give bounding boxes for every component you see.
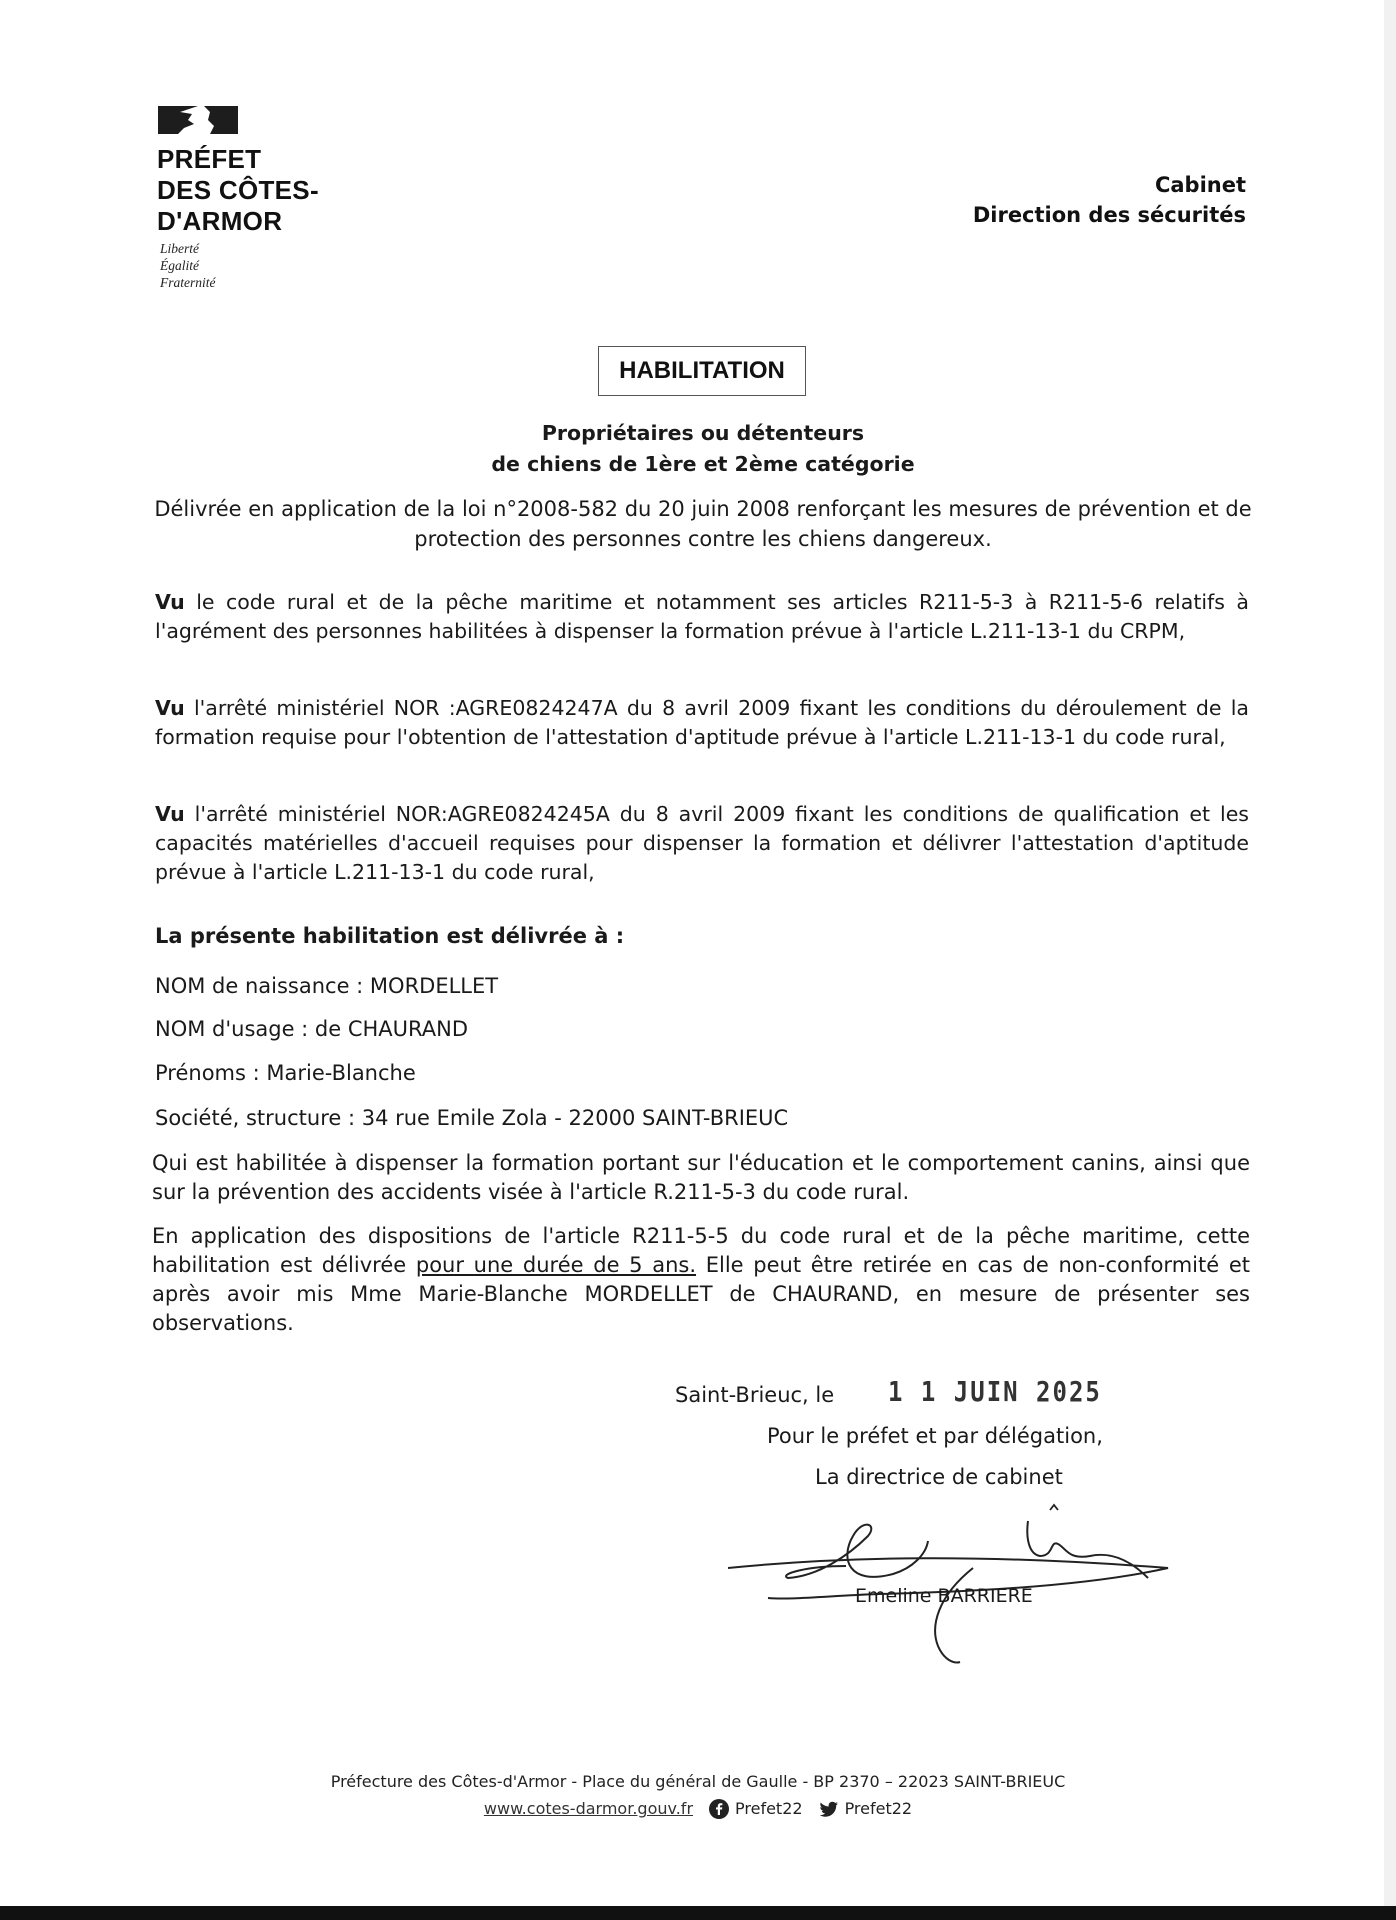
handwritten-signature (728, 1496, 1178, 1666)
vu-lead: Vu (155, 696, 185, 720)
date-stamp: 1 1 JUIN 2025 (888, 1375, 1102, 1409)
signature-place: Saint-Brieuc, le (675, 1383, 835, 1407)
service-header (973, 170, 1246, 230)
intro-text: Délivrée en application de la loi n°2008-582 du 20 juin 2008 renforçant les mesures de prévention et de protection des personnes contre les chiens dangereux. (154, 497, 1252, 551)
facebook-handle: Prefet22 (735, 1799, 803, 1818)
habilitation-paragraph: Qui est habilitée à dispenser la formation portant sur l'éducation et le comportement canins, ainsi que sur la prévention des accidents visée à l'article R.211-5-3 du code rural. (152, 1151, 1250, 1204)
footer (0, 1768, 1396, 1822)
footer-links (0, 1795, 1396, 1822)
facebook-link[interactable] (709, 1795, 803, 1822)
prefet-title (157, 144, 319, 237)
vu-text: l'arrêté ministériel NOR :AGRE0824247A du 8 avril 2009 fixant les conditions du déroulement de la formation requise pour l'obtention de l'attestation d'aptitude prévue à l'article L.211-13-1 du code rural, (155, 696, 1249, 749)
prefet-line: D'ARMOR (157, 206, 283, 236)
field-usage-name: NOM d'usage : de CHAURAND (155, 1017, 469, 1041)
marianne-logo (158, 106, 238, 134)
field-first-names: Prénoms : Marie-Blanche (155, 1061, 416, 1085)
twitter-handle: Prefet22 (844, 1799, 913, 1818)
devise-line: Liberté (160, 241, 199, 256)
devise-line: Égalité (160, 258, 199, 273)
signatory-name: Emeline BARRIERE (855, 1585, 1033, 1607)
prefet-line: PRÉFET (157, 144, 262, 174)
website-link[interactable]: www.cotes-darmor.gouv.fr (483, 1799, 694, 1818)
twitter-link[interactable] (819, 1795, 913, 1822)
vu-text: le code rural et de la pêche maritime et notamment ses articles R211-5-3 à R211-5-6 relatifs à l'agrément des personnes habilitées à dispenser la formation prévue à l'article L.211-13-1 du CRPM, (155, 590, 1249, 643)
field-birth-name: NOM de naissance : MORDELLET (155, 974, 499, 998)
vu-lead: Vu (155, 590, 185, 614)
scan-edge-right (1384, 0, 1396, 1920)
document-title: HABILITATION (598, 346, 806, 396)
vu-text: l'arrêté ministériel NOR:AGRE0824245A du 8 avril 2009 fixant les conditions de qualification et les capacités matérielles d'accueil requises pour dispenser la formation et délivrer l'attestation d'aptitude prévue à l'article L.211-13-1 du code rural, (155, 802, 1249, 884)
devise (160, 240, 216, 291)
footer-address: Préfecture des Côtes-d'Armor - Place du général de Gaulle - BP 2370 – 22023 SAINT-BRIEUC (330, 1772, 1066, 1791)
vu-item (155, 694, 1249, 752)
duration-underlined: pour une durée de 5 ans. (415, 1253, 697, 1277)
duration-text-after: Elle peut être retirée en cas de non-conformité et après avoir mis Mme Marie-Blanche MORDELLET de CHAURAND, en mesure de présenter ses observations. (152, 1253, 1250, 1335)
field-company: Société, structure : 34 rue Emile Zola - 22000 SAINT-BRIEUC (155, 1106, 789, 1130)
subtitle (400, 418, 1006, 480)
subtitle-line: de chiens de 1ère et 2ème catégorie (491, 452, 915, 476)
devise-line: Fraternité (160, 275, 216, 290)
signature-delegation: Pour le préfet et par délégation, (767, 1424, 1103, 1448)
scan-edge-bottom (0, 1906, 1396, 1920)
subtitle-line: Propriétaires ou détenteurs (541, 421, 865, 445)
facebook-icon (709, 1799, 729, 1819)
vu-item (155, 588, 1249, 646)
service-line: Direction des sécurités (972, 203, 1246, 227)
prefet-line: DES CÔTES- (157, 175, 319, 205)
vu-item (155, 800, 1249, 887)
signature-role: La directrice de cabinet (815, 1465, 1063, 1489)
service-line: Cabinet (1154, 173, 1246, 197)
duration-text-before: En application des dispositions de l'article R211-5-5 du code rural et de la pêche maritime, cette habilitation est délivrée (152, 1224, 1250, 1277)
duration-paragraph (152, 1222, 1250, 1338)
twitter-icon (819, 1799, 839, 1819)
vu-lead: Vu (155, 802, 185, 826)
delivered-heading: La présente habilitation est délivrée à : (155, 924, 625, 948)
